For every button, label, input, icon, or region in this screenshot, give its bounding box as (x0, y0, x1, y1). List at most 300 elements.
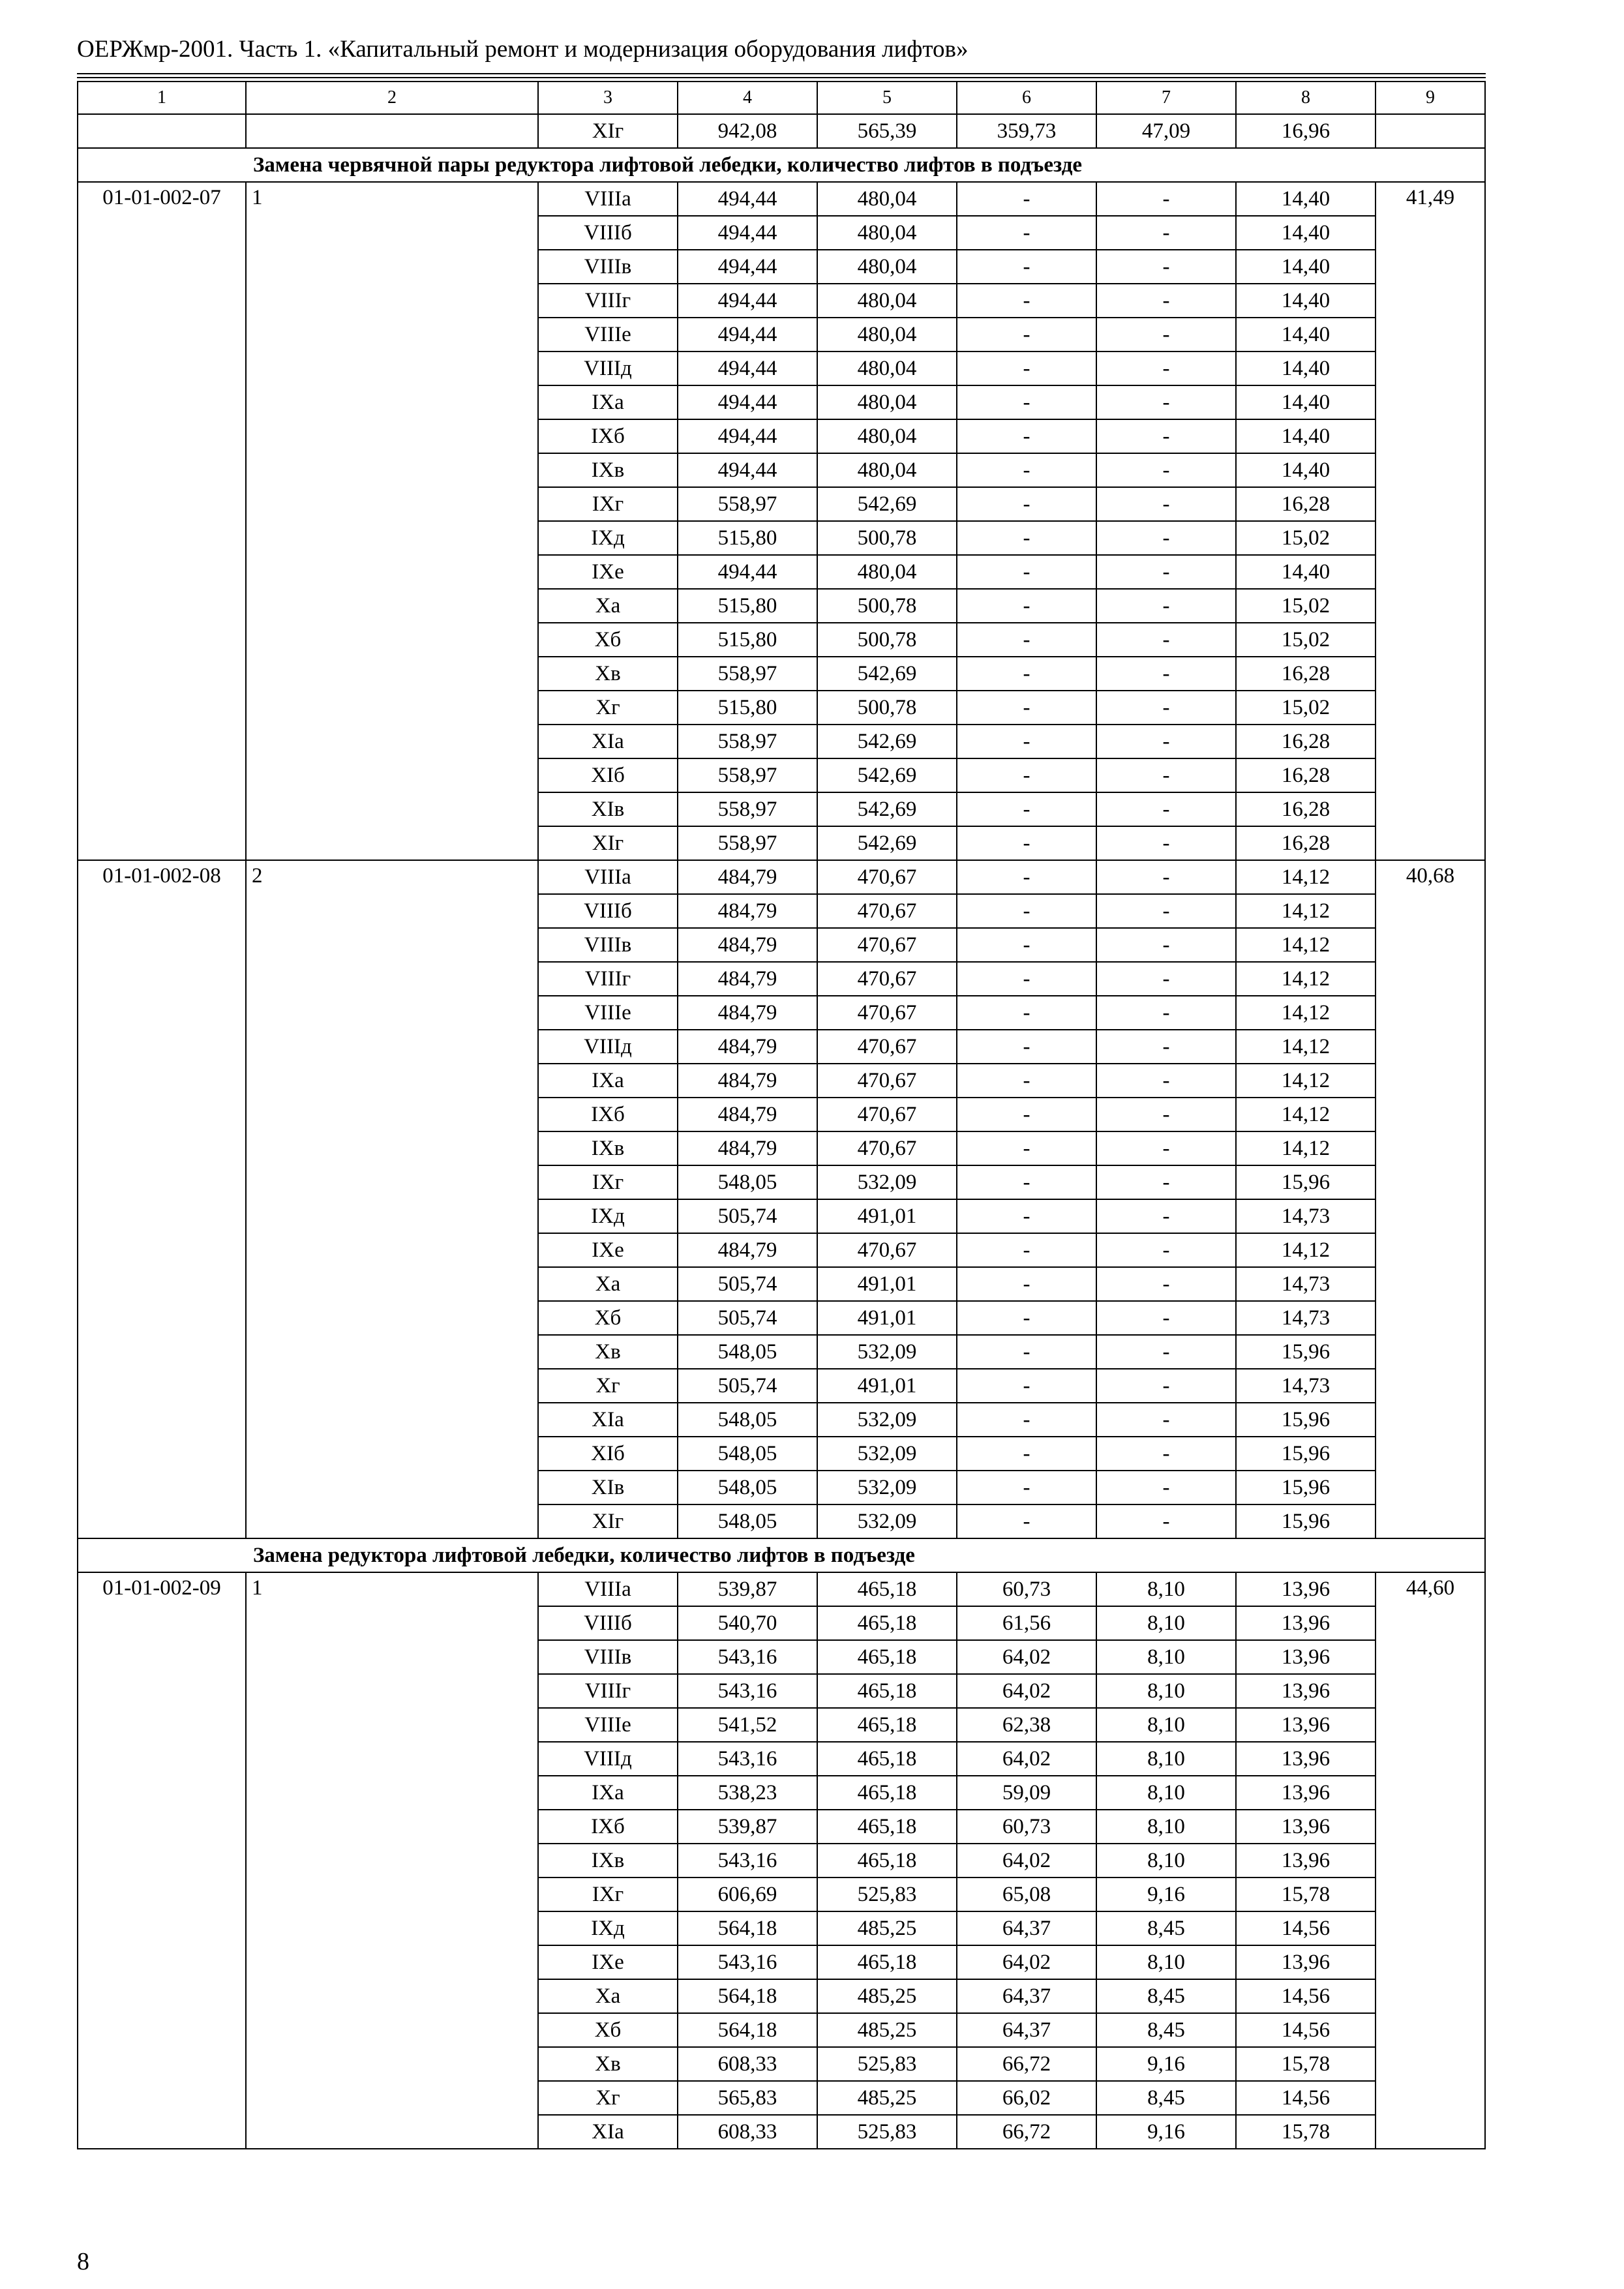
value-cell: 558,97 (678, 792, 817, 826)
section-title-row (78, 148, 1485, 182)
value-cell: 13,96 (1236, 1810, 1376, 1844)
value-cell: IXб (538, 1098, 678, 1131)
value-cell: IXд (538, 1199, 678, 1233)
value-cell: - (957, 352, 1096, 385)
column-number: 3 (538, 82, 678, 114)
value-cell: 558,97 (678, 657, 817, 691)
value-cell: - (957, 758, 1096, 792)
value-cell: 480,04 (817, 555, 957, 589)
value-cell: Xа (538, 589, 678, 623)
value-cell: 608,33 (678, 2047, 817, 2081)
value-cell: - (1096, 487, 1236, 521)
table-row (78, 1572, 1485, 1606)
value-cell: 532,09 (817, 1165, 957, 1199)
value-cell: 606,69 (678, 1878, 817, 1911)
value-cell: 13,96 (1236, 1708, 1376, 1742)
value-cell: VIIIа (538, 860, 678, 894)
value-cell: 505,74 (678, 1267, 817, 1301)
value-cell: 542,69 (817, 758, 957, 792)
value-cell: 505,74 (678, 1369, 817, 1403)
value-cell: IXг (538, 487, 678, 521)
value-cell: 515,80 (678, 589, 817, 623)
value-cell: 539,87 (678, 1810, 817, 1844)
value-cell: 484,79 (678, 1131, 817, 1165)
value-cell: 14,12 (1236, 1030, 1376, 1064)
value-cell: 491,01 (817, 1199, 957, 1233)
value-cell: - (957, 623, 1096, 657)
value-cell: 64,02 (957, 1844, 1096, 1878)
value-cell: 465,18 (817, 1640, 957, 1674)
value-cell: XIг (538, 114, 678, 148)
value-cell: 494,44 (678, 318, 817, 352)
value-cell: 14,40 (1236, 453, 1376, 487)
value-cell: 470,67 (817, 1030, 957, 1064)
value-cell: 14,73 (1236, 1199, 1376, 1233)
value-cell: 480,04 (817, 352, 957, 385)
value-cell: - (957, 419, 1096, 453)
value-cell: 8,45 (1096, 2013, 1236, 2047)
value-cell: - (1096, 691, 1236, 725)
value-cell: 484,79 (678, 1064, 817, 1098)
value-cell: 540,70 (678, 1606, 817, 1640)
page-number: 8 (77, 2248, 89, 2275)
table-row (78, 182, 1485, 216)
value-cell: 500,78 (817, 623, 957, 657)
value-cell: VIIIд (538, 352, 678, 385)
value-cell: IXа (538, 1776, 678, 1810)
value-cell: 15,96 (1236, 1471, 1376, 1504)
value-cell: XIв (538, 792, 678, 826)
value-cell: 14,40 (1236, 318, 1376, 352)
value-cell: - (1096, 250, 1236, 284)
value-cell: 465,18 (817, 1844, 957, 1878)
value-cell: 13,96 (1236, 1742, 1376, 1776)
value-cell: - (957, 521, 1096, 555)
value-cell: 15,96 (1236, 1165, 1376, 1199)
value-cell: 494,44 (678, 216, 817, 250)
value-cell: 465,18 (817, 1810, 957, 1844)
value-cell: 491,01 (817, 1369, 957, 1403)
value-cell: IXе (538, 1233, 678, 1267)
value-cell: 480,04 (817, 385, 957, 419)
value-cell: 470,67 (817, 996, 957, 1030)
value-cell: Xб (538, 623, 678, 657)
value-cell: 15,02 (1236, 691, 1376, 725)
value-cell: - (957, 453, 1096, 487)
value-cell: - (957, 657, 1096, 691)
value-cell: 64,02 (957, 1945, 1096, 1979)
value-cell: - (957, 860, 1096, 894)
value-cell: VIIIб (538, 894, 678, 928)
count-cell: 1 (246, 1572, 538, 2149)
value-cell: 480,04 (817, 453, 957, 487)
value-cell: IXе (538, 1945, 678, 1979)
value-cell: 465,18 (817, 1708, 957, 1742)
value-cell: 494,44 (678, 419, 817, 453)
value-cell: 14,73 (1236, 1267, 1376, 1301)
value-cell: 480,04 (817, 419, 957, 453)
column-number: 5 (817, 82, 957, 114)
table-row (78, 114, 1485, 148)
value-cell: Xв (538, 2047, 678, 2081)
value-cell: 16,28 (1236, 826, 1376, 860)
header-rule (77, 73, 1486, 74)
value-cell: 14,12 (1236, 1131, 1376, 1165)
table-row (78, 860, 1485, 894)
value-cell: - (1096, 1064, 1236, 1098)
value-cell: - (1096, 725, 1236, 758)
value-cell: 505,74 (678, 1301, 817, 1335)
value-cell: 59,09 (957, 1776, 1096, 1810)
value-cell: VIIIг (538, 1674, 678, 1708)
value-cell: IXб (538, 1810, 678, 1844)
value-cell: 470,67 (817, 1233, 957, 1267)
code-cell: 01-01-002-08 (78, 860, 246, 1538)
value-cell: 66,72 (957, 2115, 1096, 2149)
value-cell: - (957, 725, 1096, 758)
value-cell: XIа (538, 1403, 678, 1437)
value-cell: 14,12 (1236, 1233, 1376, 1267)
value-cell: VIIIб (538, 1606, 678, 1640)
value-cell: 14,40 (1236, 419, 1376, 453)
value-cell: 66,02 (957, 2081, 1096, 2115)
value-cell: 14,73 (1236, 1301, 1376, 1335)
value-cell: VIIIг (538, 284, 678, 318)
col9-cell: 41,49 (1376, 182, 1485, 860)
value-cell: 494,44 (678, 250, 817, 284)
value-cell: - (1096, 385, 1236, 419)
value-cell: 470,67 (817, 1098, 957, 1131)
value-cell: 14,40 (1236, 284, 1376, 318)
value-cell: 532,09 (817, 1437, 957, 1471)
value-cell: 15,96 (1236, 1403, 1376, 1437)
value-cell: 465,18 (817, 1572, 957, 1606)
value-cell: - (957, 385, 1096, 419)
value-cell: 480,04 (817, 284, 957, 318)
value-cell: 465,18 (817, 1606, 957, 1640)
value-cell: IXв (538, 1844, 678, 1878)
value-cell: 484,79 (678, 1030, 817, 1064)
value-cell: 14,56 (1236, 1911, 1376, 1945)
value-cell: 494,44 (678, 453, 817, 487)
value-cell: XIб (538, 1437, 678, 1471)
value-cell: - (1096, 1165, 1236, 1199)
value-cell: 64,02 (957, 1640, 1096, 1674)
value-cell: 14,12 (1236, 894, 1376, 928)
value-cell: 470,67 (817, 1064, 957, 1098)
value-cell: 484,79 (678, 1233, 817, 1267)
value-cell: 558,97 (678, 487, 817, 521)
count-cell: 1 (246, 182, 538, 860)
value-cell: 64,02 (957, 1674, 1096, 1708)
value-cell: 543,16 (678, 1674, 817, 1708)
value-cell: - (957, 318, 1096, 352)
value-cell: 532,09 (817, 1403, 957, 1437)
value-cell: - (957, 826, 1096, 860)
value-cell: 14,56 (1236, 2013, 1376, 2047)
value-cell: - (1096, 453, 1236, 487)
value-cell: - (957, 1064, 1096, 1098)
value-cell: - (1096, 996, 1236, 1030)
value-cell: Xб (538, 1301, 678, 1335)
value-cell: - (957, 1131, 1096, 1165)
value-cell: 16,28 (1236, 792, 1376, 826)
value-cell: - (1096, 1301, 1236, 1335)
value-cell: 543,16 (678, 1844, 817, 1878)
value-cell: 14,12 (1236, 1064, 1376, 1098)
value-cell: 564,18 (678, 1911, 817, 1945)
value-cell: 491,01 (817, 1267, 957, 1301)
value-cell: 64,02 (957, 1742, 1096, 1776)
value-cell: - (957, 1369, 1096, 1403)
value-cell: 64,37 (957, 2013, 1096, 2047)
value-cell: - (957, 928, 1096, 962)
value-cell: 543,16 (678, 1742, 817, 1776)
value-cell: 16,96 (1236, 114, 1376, 148)
value-cell: 60,73 (957, 1572, 1096, 1606)
value-cell: - (1096, 792, 1236, 826)
value-cell: 500,78 (817, 589, 957, 623)
value-cell: 9,16 (1096, 1878, 1236, 1911)
value-cell: - (1096, 589, 1236, 623)
value-cell: - (957, 1335, 1096, 1369)
value-cell: - (1096, 555, 1236, 589)
value-cell: 494,44 (678, 182, 817, 216)
value-cell: 480,04 (817, 216, 957, 250)
value-cell: 8,10 (1096, 1945, 1236, 1979)
value-cell: - (1096, 1504, 1236, 1538)
column-number: 4 (678, 82, 817, 114)
column-number: 6 (957, 82, 1096, 114)
value-cell: Xг (538, 691, 678, 725)
value-cell: - (1096, 928, 1236, 962)
value-cell: IXд (538, 1911, 678, 1945)
value-cell: 9,16 (1096, 2047, 1236, 2081)
value-cell: 359,73 (957, 114, 1096, 148)
value-cell: 16,28 (1236, 487, 1376, 521)
value-cell: 608,33 (678, 2115, 817, 2149)
section-title: Замена редуктора лифтовой лебедки, количество лифтов в подъезде (78, 1538, 1485, 1572)
value-cell: - (1096, 860, 1236, 894)
value-cell: 505,74 (678, 1199, 817, 1233)
value-cell: - (957, 1403, 1096, 1437)
value-cell: 485,25 (817, 2081, 957, 2115)
value-cell: 13,96 (1236, 1606, 1376, 1640)
value-cell: VIIIв (538, 250, 678, 284)
value-cell: - (957, 284, 1096, 318)
value-cell: Xа (538, 1267, 678, 1301)
value-cell: 14,40 (1236, 182, 1376, 216)
value-cell: 14,56 (1236, 2081, 1376, 2115)
value-cell: 515,80 (678, 691, 817, 725)
value-cell: - (1096, 318, 1236, 352)
section-title: Замена червячной пары редуктора лифтовой лебедки, количество лифтов в подъезде (78, 148, 1485, 182)
value-cell: 66,72 (957, 2047, 1096, 2081)
value-cell: 548,05 (678, 1437, 817, 1471)
value-cell: - (1096, 1030, 1236, 1064)
value-cell: - (957, 1267, 1096, 1301)
column-number: 9 (1376, 82, 1485, 114)
value-cell: 470,67 (817, 860, 957, 894)
value-cell: 494,44 (678, 385, 817, 419)
value-cell: 500,78 (817, 691, 957, 725)
value-cell: 532,09 (817, 1471, 957, 1504)
value-cell: - (1096, 623, 1236, 657)
value-cell: - (957, 996, 1096, 1030)
value-cell: 14,56 (1236, 1979, 1376, 2013)
value-cell: 485,25 (817, 2013, 957, 2047)
value-cell: - (1096, 894, 1236, 928)
value-cell: 8,10 (1096, 1572, 1236, 1606)
value-cell: - (957, 962, 1096, 996)
value-cell: VIIIб (538, 216, 678, 250)
value-cell: 480,04 (817, 250, 957, 284)
value-cell: - (957, 792, 1096, 826)
value-cell: 480,04 (817, 318, 957, 352)
value-cell: 15,96 (1236, 1437, 1376, 1471)
value-cell: 15,96 (1236, 1335, 1376, 1369)
value-cell: - (957, 555, 1096, 589)
value-cell: 61,56 (957, 1606, 1096, 1640)
value-cell: 13,96 (1236, 1776, 1376, 1810)
value-cell: XIв (538, 1471, 678, 1504)
value-cell: XIг (538, 1504, 678, 1538)
value-cell: 558,97 (678, 758, 817, 792)
value-cell: - (1096, 758, 1236, 792)
value-cell: Xг (538, 2081, 678, 2115)
value-cell: 942,08 (678, 114, 817, 148)
header-rule (77, 77, 1486, 78)
column-number-row (78, 82, 1485, 114)
value-cell: - (957, 487, 1096, 521)
value-cell: 465,18 (817, 1945, 957, 1979)
value-cell: VIIIг (538, 962, 678, 996)
value-cell: 13,96 (1236, 1844, 1376, 1878)
value-cell: 548,05 (678, 1403, 817, 1437)
value-cell: - (1096, 419, 1236, 453)
value-cell: 484,79 (678, 928, 817, 962)
value-cell: VIIIа (538, 1572, 678, 1606)
value-cell: 14,40 (1236, 385, 1376, 419)
value-cell: 16,28 (1236, 657, 1376, 691)
value-cell: - (1096, 1471, 1236, 1504)
value-cell: 543,16 (678, 1945, 817, 1979)
value-cell: 542,69 (817, 826, 957, 860)
value-cell: 470,67 (817, 928, 957, 962)
value-cell: 8,10 (1096, 1742, 1236, 1776)
value-cell: 564,18 (678, 2013, 817, 2047)
value-cell: 15,78 (1236, 2047, 1376, 2081)
value-cell: 8,10 (1096, 1844, 1236, 1878)
value-cell: VIIIд (538, 1742, 678, 1776)
value-cell: 8,10 (1096, 1640, 1236, 1674)
value-cell: 532,09 (817, 1504, 957, 1538)
value-cell: - (1096, 1403, 1236, 1437)
value-cell: 565,83 (678, 2081, 817, 2115)
value-cell: 65,08 (957, 1878, 1096, 1911)
value-cell: 494,44 (678, 352, 817, 385)
value-cell: 465,18 (817, 1674, 957, 1708)
value-cell: XIа (538, 2115, 678, 2149)
value-cell: 470,67 (817, 1131, 957, 1165)
value-cell: - (1096, 1233, 1236, 1267)
value-cell: 16,28 (1236, 758, 1376, 792)
value-cell: - (1096, 1199, 1236, 1233)
value-cell: 525,83 (817, 2047, 957, 2081)
value-cell: 8,10 (1096, 1606, 1236, 1640)
value-cell: IXа (538, 1064, 678, 1098)
col9-cell (1376, 114, 1485, 148)
value-cell: - (957, 1437, 1096, 1471)
column-number: 2 (246, 82, 538, 114)
code-cell: 01-01-002-07 (78, 182, 246, 860)
value-cell: 15,78 (1236, 1878, 1376, 1911)
value-cell: - (957, 691, 1096, 725)
section-title-row (78, 1538, 1485, 1572)
value-cell: VIIIа (538, 182, 678, 216)
value-cell: 542,69 (817, 487, 957, 521)
value-cell: 470,67 (817, 962, 957, 996)
value-cell: Xг (538, 1369, 678, 1403)
value-cell: 8,10 (1096, 1776, 1236, 1810)
value-cell: 548,05 (678, 1471, 817, 1504)
value-cell: 465,18 (817, 1776, 957, 1810)
value-cell: 15,78 (1236, 2115, 1376, 2149)
value-cell: - (1096, 1098, 1236, 1131)
value-cell: 515,80 (678, 623, 817, 657)
value-cell: 15,02 (1236, 521, 1376, 555)
value-cell: 8,45 (1096, 1911, 1236, 1945)
value-cell: 16,28 (1236, 725, 1376, 758)
column-number: 7 (1096, 82, 1236, 114)
value-cell: 491,01 (817, 1301, 957, 1335)
value-cell: - (1096, 182, 1236, 216)
value-cell: - (957, 182, 1096, 216)
value-cell: - (1096, 962, 1236, 996)
value-cell: - (1096, 216, 1236, 250)
value-cell: IXв (538, 453, 678, 487)
value-cell: 558,97 (678, 826, 817, 860)
value-cell: 548,05 (678, 1165, 817, 1199)
value-cell: 14,73 (1236, 1369, 1376, 1403)
value-cell: 14,12 (1236, 996, 1376, 1030)
value-cell: 8,10 (1096, 1810, 1236, 1844)
value-cell: 14,40 (1236, 250, 1376, 284)
value-cell: 539,87 (678, 1572, 817, 1606)
value-cell: - (1096, 352, 1236, 385)
column-number: 1 (78, 82, 246, 114)
value-cell: 62,38 (957, 1708, 1096, 1742)
value-cell: 484,79 (678, 962, 817, 996)
value-cell: 14,12 (1236, 928, 1376, 962)
value-cell: 542,69 (817, 725, 957, 758)
value-cell: IXб (538, 419, 678, 453)
value-cell: VIIIд (538, 1030, 678, 1064)
value-cell: 494,44 (678, 284, 817, 318)
value-cell: 485,25 (817, 1911, 957, 1945)
value-cell: 15,02 (1236, 623, 1376, 657)
value-cell: 538,23 (678, 1776, 817, 1810)
value-cell: 13,96 (1236, 1674, 1376, 1708)
value-cell: Xв (538, 1335, 678, 1369)
value-cell: IXа (538, 385, 678, 419)
value-cell: 15,02 (1236, 589, 1376, 623)
value-cell: - (957, 894, 1096, 928)
value-cell: 470,67 (817, 894, 957, 928)
value-cell: - (957, 1233, 1096, 1267)
value-cell: 64,37 (957, 1979, 1096, 2013)
value-cell: 47,09 (1096, 114, 1236, 148)
